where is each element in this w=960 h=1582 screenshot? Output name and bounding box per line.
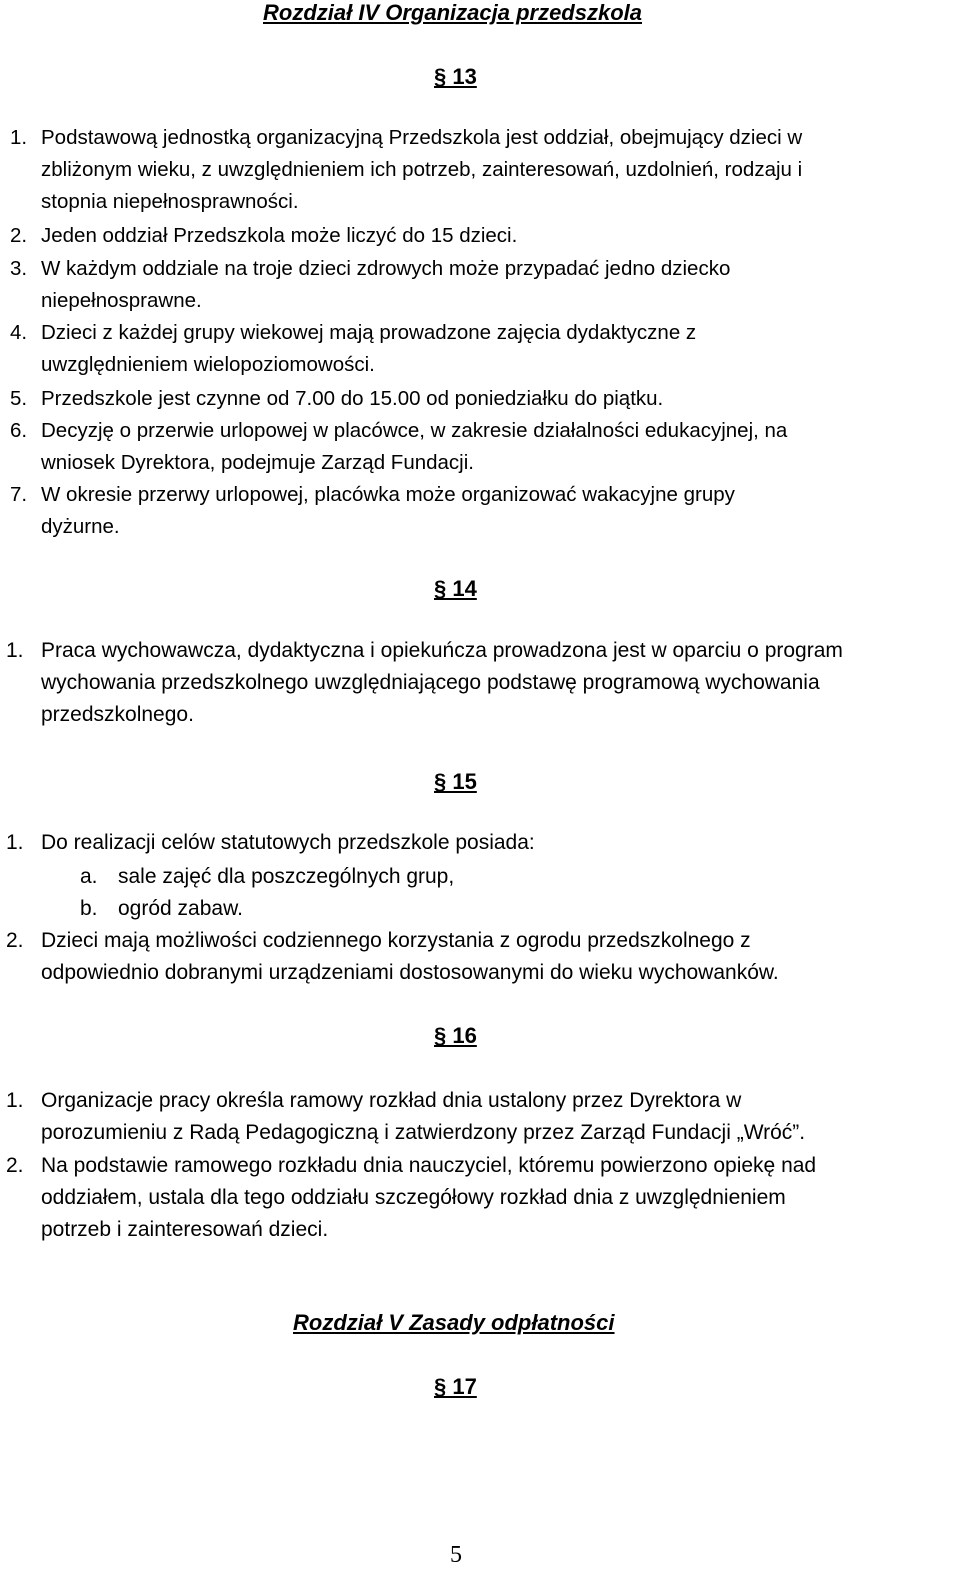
section-heading-13: § 13: [434, 64, 477, 89]
list-text: W każdym oddziale na troje dzieci zdrowych może przypadać jedno dziecko: [41, 257, 731, 280]
list-text: Organizacje pracy określa ramowy rozkład dnia ustalony przez Dyrektora w: [41, 1089, 742, 1112]
list-text: wychowania przedszkolnego uwzględniającego podstawę programową wychowania: [41, 671, 820, 694]
list-number: 6.: [10, 419, 28, 442]
list-text: stopnia niepełnosprawności.: [41, 190, 299, 213]
list-number: 2.: [6, 1154, 24, 1177]
list-text: Przedszkole jest czynne od 7.00 do 15.00 od poniedziałku do piątku.: [41, 387, 664, 410]
list-number: 2.: [6, 929, 24, 952]
section-heading-16: § 16: [434, 1023, 477, 1048]
list-text: Podstawową jednostką organizacyjną Przedszkola jest oddział, obejmujący dzieci w: [41, 126, 803, 149]
list-text: Decyzję o przerwie urlopowej w placówce, w zakresie działalności edukacyjnej, na: [41, 419, 788, 442]
list-text: Jeden oddział Przedszkola może liczyć do 15 dzieci.: [41, 224, 518, 247]
list-text: W okresie przerwy urlopowej, placówka może organizować wakacyjne grupy: [41, 483, 735, 506]
list-text: Dzieci z każdej grupy wiekowej mają prowadzone zajęcia dydaktyczne z: [41, 321, 697, 344]
sublist-text: ogród zabaw.: [118, 897, 243, 920]
list-number: 3.: [10, 257, 28, 280]
list-text: wniosek Dyrektora, podejmuje Zarząd Fundacji.: [41, 451, 474, 474]
list-number: 1.: [6, 639, 24, 662]
list-text: przedszkolnego.: [41, 703, 194, 726]
sublist-text: sale zajęć dla poszczególnych grup,: [118, 865, 455, 888]
list-number: 1.: [6, 831, 24, 854]
list-text: Na podstawie ramowego rozkładu dnia nauczyciel, któremu powierzono opiekę nad: [41, 1154, 817, 1177]
chapter-title: Rozdział V Zasady odpłatności: [293, 1310, 615, 1335]
list-number: 5.: [10, 387, 28, 410]
list-text: niepełnosprawne.: [41, 289, 202, 312]
section-heading-14: § 14: [434, 576, 477, 601]
list-number: 7.: [10, 483, 28, 506]
list-text: Praca wychowawcza, dydaktyczna i opiekuńcza prowadzona jest w oparciu o program: [41, 639, 843, 662]
chapter-title: Rozdział IV Organizacja przedszkola: [263, 0, 642, 25]
list-text: Do realizacji celów statutowych przedszkole posiada:: [41, 831, 535, 854]
section-heading-17: § 17: [434, 1374, 477, 1399]
list-text: zbliżonym wieku, z uwzględnieniem ich potrzeb, zainteresowań, uzdolnień, rodzaju i: [41, 158, 803, 181]
list-text: dyżurne.: [41, 515, 120, 538]
list-number: 2.: [10, 224, 28, 247]
list-number: 4.: [10, 321, 28, 344]
list-text: oddziałem, ustala dla tego oddziału szczegółowy rozkład dnia z uwzględnieniem: [41, 1186, 786, 1209]
sublist-label: b.: [80, 897, 98, 920]
sublist-label: a.: [80, 865, 98, 888]
list-text: odpowiednio dobranymi urządzeniami dostosowanymi do wieku wychowanków.: [41, 961, 779, 984]
list-text: potrzeb i zainteresowań dzieci.: [41, 1218, 329, 1241]
list-text: Dzieci mają możliwości codziennego korzystania z ogrodu przedszkolnego z: [41, 929, 751, 952]
section-heading-15: § 15: [434, 769, 477, 794]
list-number: 1.: [10, 126, 28, 149]
list-number: 1.: [6, 1089, 24, 1112]
list-text: uwzględnieniem wielopoziomowości.: [41, 353, 375, 376]
page-number: 5: [450, 1542, 462, 1568]
list-text: porozumieniu z Radą Pedagogiczną i zatwierdzony przez Zarząd Fundacji „Wróć”.: [41, 1121, 806, 1144]
